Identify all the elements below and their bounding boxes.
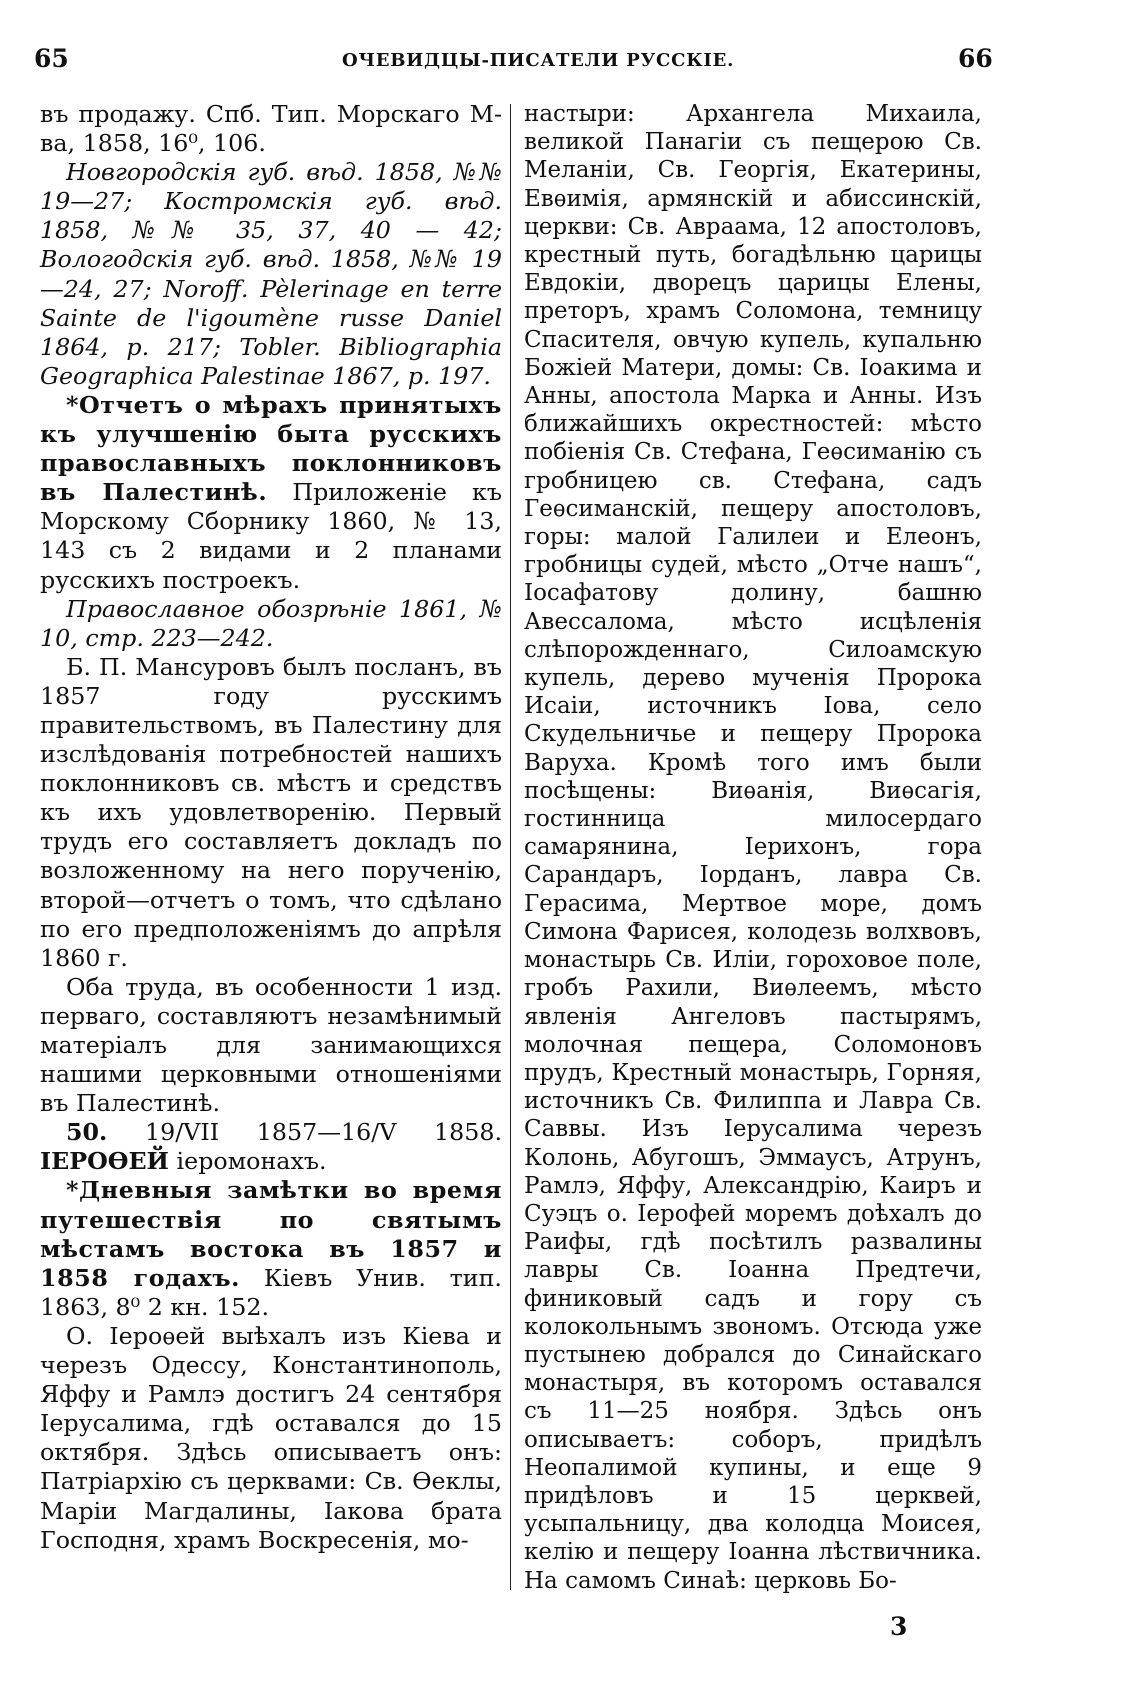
entry-title-paragraph [40, 391, 502, 595]
author-name: ІЕРОѲЕЙ [40, 1147, 169, 1176]
paragraph: О. Іероѳей выѣхалъ изъ Кіева и черезъ Одессу, Константинополь, Яффу и Рамлэ достигъ 24 сентября Іерусалима, гдѣ оставался до 15 октября. Здѣсь описываетъ онъ: Патріархію съ церквами: Св. Ѳеклы, Маріи Магдалины, Іакова брата Господня, храмъ Воскресенія, мо- [40, 1321, 502, 1554]
entry-details: Приложеніе къ Морскому Сборнику 1860, № 13, 143 съ 2 видами и 2 планами русскихъ построекъ. [40, 478, 502, 594]
right-page-number: 66 [958, 44, 993, 73]
paragraph: настыри: Архангела Михаила, великой Панагіи съ пещерою Св. Меланіи, Св. Георгія, Екатерины, Евѳимія, армянскій и абиссинскій, церкви: Св. Авраама, 12 апостоловъ, крестный путь, богадѣльню царицы Евдокіи, дворецъ царицы Елены, преторъ, храмъ Соломона, темницу Спасителя, овчую купель, купальню Божіей Матери, домы: Св. Іоакима и Анны, апостола Марка и Анны. Изъ ближайшихъ окрестностей: мѣсто побіенія Св. Стефана, Геѳсиманію съ гробницею св. Стефана, садъ Геѳсиманскій, пещеру апостоловъ, горы: малой Галилеи и Елеонъ, гробницы судей, мѣсто „Отче нашъ“, Іосафатову долину, башню Авессалома, мѣсто исцѣленія слѣпорожденнаго, Силоамскую купель, дерево мученія Пророка Исаіи, источникъ Іова, село Скудельничье и пещеру Пророка Варуха. Кромѣ того имъ были посѣщены: Виѳанія, Виѳсагія, гостинница милосердаго самарянина, Іерихонъ, гора Сарандаръ, Іорданъ, лавра Св. Герасима, Мертвое море, домъ Симона Фарисея, колодезь волхвовъ, монастырь Св. Иліи, гороховое поле, гробъ Рахили, Виѳлеемъ, мѣсто явленія Ангеловъ пастырямъ, молочная пещера, Соломоновъ прудъ, Крестный монастырь, Горняя, источникъ Св. Филиппа и Лавра Св. Саввы. Изъ Іерусалима черезъ Колонь, Абугошъ, Эммаусъ, Атрунъ, Рамлэ, Яффу, Александрію, Каиръ и Суэцъ о. Іерофей моремъ доѣхалъ до Раифы, гдѣ посѣтилъ развалины лавры Св. Іоанна Предтечи, финиковый садъ и гору съ колокольнымъ звономъ. Отсюда уже пустынею добрался до Синайскаго монастыря, въ которомъ оставался съ 11—25 ноября. Здѣсь онъ описываетъ: соборъ, придѣлъ Неопалимой купины, и еще 9 придѣловъ и 15 церквей, усыпальницу, два колодца Моисея, келію и пещеру Іоанна лѣствичника. На самомъ Синаѣ: церковь Бо- [524, 101, 982, 1594]
entry-title-paragraph [40, 1176, 502, 1321]
left-page-number: 65 [34, 44, 69, 73]
references-paragraph: Православное обозрѣніе 1861, № 10, стр. 223—242. [40, 594, 502, 652]
paragraph: въ продажу. Спб. Тип. Морскаго М-ва, 1858, 16⁰, 106. [40, 100, 502, 158]
entry-heading [40, 1118, 502, 1176]
entry-number: 50. [66, 1118, 108, 1147]
right-column [524, 100, 982, 1595]
entry-title: *Дневныя замѣтки во время путешествія по святымъ мѣстамъ востока въ 1857 и 1858 годахъ. [40, 1176, 502, 1292]
paragraph: Б. П. Мансуровъ былъ посланъ, въ 1857 году русскимъ правительствомъ, въ Палестину для изслѣдованія потребностей нашихъ поклонниковъ св. мѣстъ и средствъ къ ихъ удовлетворенію. Первый трудъ его составляетъ докладъ по возложенному на него порученію, второй—отчетъ о томъ, что сдѣлано по его предположеніямъ до апрѣля 1860 г. [40, 652, 502, 972]
entry-details: Кіевъ Унив. тип. 1863, 8⁰ 2 кн. 152. [40, 1263, 502, 1321]
author-role: іеромонахъ. [169, 1147, 327, 1176]
left-column [40, 100, 502, 1555]
running-title: ОЧЕВИДЦЫ-ПИСАТЕЛИ РУССКІЕ. [342, 50, 735, 71]
entry-title: *Отчетъ о мѣрахъ принятыхъ къ улучшенію быта русскихъ православныхъ поклонниковъ въ Палестинѣ. [40, 390, 502, 507]
references-paragraph: Новгородскія губ. вѣд. 1858, №№ 19—27; Костромскія губ. вѣд. 1858, №№ 35, 37, 40 — 42; Вологодскія губ. вѣд. 1858, №№ 19—24, 27; Noroff. Pèlerinage en terre Sainte de l'igoumène russe Daniel 1864, p. 217; Tobler. Bibliographia Geographica Palestinae 1867, p. 197. [40, 158, 502, 390]
paragraph: Оба труда, въ особенности 1 изд. перваго, составляютъ незамѣнимый матеріалъ для занимающихся нашими церковными отношеніями въ Палестинѣ. [40, 972, 502, 1118]
signature-mark: 3 [890, 1612, 908, 1641]
entry-dates: 19/VII 1857—16/V 1858. [107, 1118, 502, 1147]
column-divider [510, 104, 511, 1590]
